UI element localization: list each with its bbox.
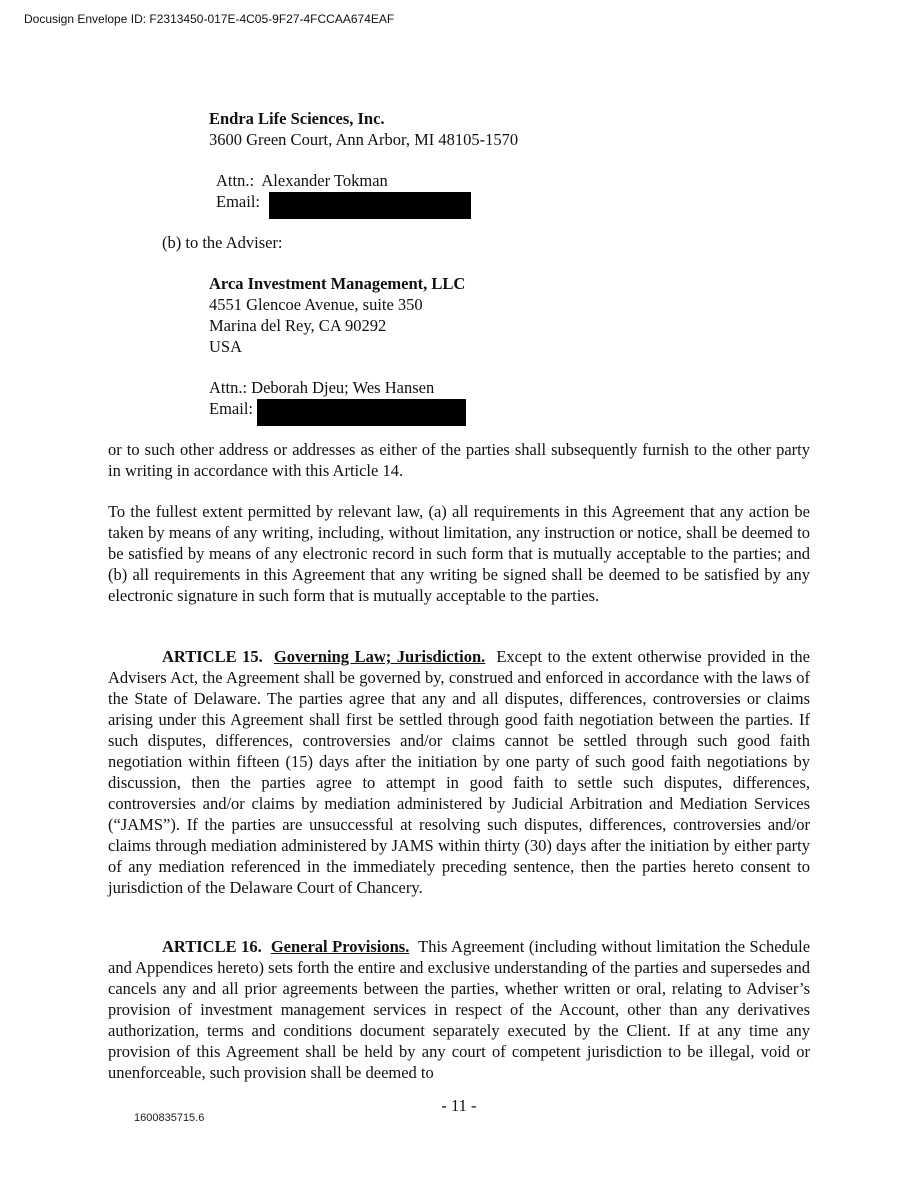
paragraph-electronic-records: To the fullest extent permitted by relevant law, (a) all requirements in this Agreement that any action be taken by means of any writing, including, without limitation, any instruction or notice, shall be deemed to be satisfied by means of any electronic record in such form that is mutually acceptable to the parties; and (b) all requirements in this Agreement that any writing be signed shall be deemed to be satisfied by any electronic signature in such form that is mutually acceptable to the parties. bbox=[108, 502, 810, 605]
client-email-label: Email: bbox=[216, 192, 260, 211]
client-address: 3600 Green Court, Ann Arbor, MI 48105-1570 bbox=[209, 130, 519, 149]
adviser-address-line1: 4551 Glencoe Avenue, suite 350 bbox=[209, 295, 423, 314]
adviser-attn: Attn.: Deborah Djeu; Wes Hansen bbox=[209, 378, 435, 397]
client-name: Endra Life Sciences, Inc. bbox=[209, 109, 385, 128]
envelope-id: Docusign Envelope ID: F2313450-017E-4C05-9F27-4FCCAA674EAF bbox=[24, 12, 395, 26]
article-16 bbox=[108, 936, 810, 1083]
page-number: - 11 - bbox=[441, 1096, 477, 1115]
article-15-body: Except to the extent otherwise provided in the Advisers Act, the Agreement shall be governed by, construed and enforced in accordance with the laws of the State of Delaware. The parties agree that any and all disputes, differences, controversies or claims arising under this Agreement shall first be settled through good faith negotiation between the parties. If such disputes, differences, controversies and/or claims cannot be settled through such good faith negotiation within fifteen (15) days after the initiation by one party of such good faith negotiations by discussion, then the parties agree to attempt in good faith to settle such disputes, differences, controversies and/or claims by mediation administered by Judicial Arbitration and Mediation Services (“JAMS”). If the parties are unsuccessful at resolving such disputes, differences, controversies and/or claims through mediation administered by JAMS within thirty (30) days after the initiation by either party of any mediation referenced in the immediately preceding sentence, then the parties hereto consent to jurisdiction of the Delaware Court of Chancery. bbox=[108, 647, 811, 897]
article-15-title: Governing Law; Jurisdiction. bbox=[273, 647, 486, 666]
document-id: 1600835715.6 bbox=[134, 1112, 205, 1124]
article-15-label: ARTICLE 15. bbox=[162, 647, 263, 666]
adviser-address-line2: Marina del Rey, CA 90292 bbox=[209, 316, 387, 335]
client-attn bbox=[216, 170, 388, 191]
adviser-name: Arca Investment Management, LLC bbox=[209, 274, 466, 293]
client-attn-name: Alexander Tokman bbox=[261, 171, 388, 190]
adviser-email bbox=[209, 398, 253, 419]
adviser-email-redaction bbox=[257, 399, 466, 426]
article-16-title: General Provisions. bbox=[270, 937, 410, 956]
client-email-redaction bbox=[269, 192, 471, 219]
client-email bbox=[216, 191, 260, 212]
adviser-email-label: Email: bbox=[209, 399, 253, 418]
article-16-body: This Agreement (including without limitation the Schedule and Appendices hereto) sets forth the entire and exclusive understanding of the parties and supersedes and cancels any and all prior agreements between the parties, whether written or oral, relating to Adviser’s provision of investment management services in respect of the Account, other than any derivatives authorization, terms and conditions document separately executed by the Client. If at any time any provision of this Agreement shall be held by any court of competent jurisdiction to be illegal, void or unenforceable, such provision shall be deemed to bbox=[108, 937, 811, 1082]
article-15 bbox=[108, 646, 810, 898]
adviser-address-line3: USA bbox=[209, 337, 243, 356]
article-16-label: ARTICLE 16. bbox=[162, 937, 262, 956]
adviser-intro: (b) to the Adviser: bbox=[162, 233, 283, 252]
client-attn-label: Attn.: bbox=[216, 171, 255, 190]
paragraph-other-address: or to such other address or addresses as either of the parties shall subsequently furnish to the other party in writing in accordance with this Article 14. bbox=[108, 440, 810, 480]
